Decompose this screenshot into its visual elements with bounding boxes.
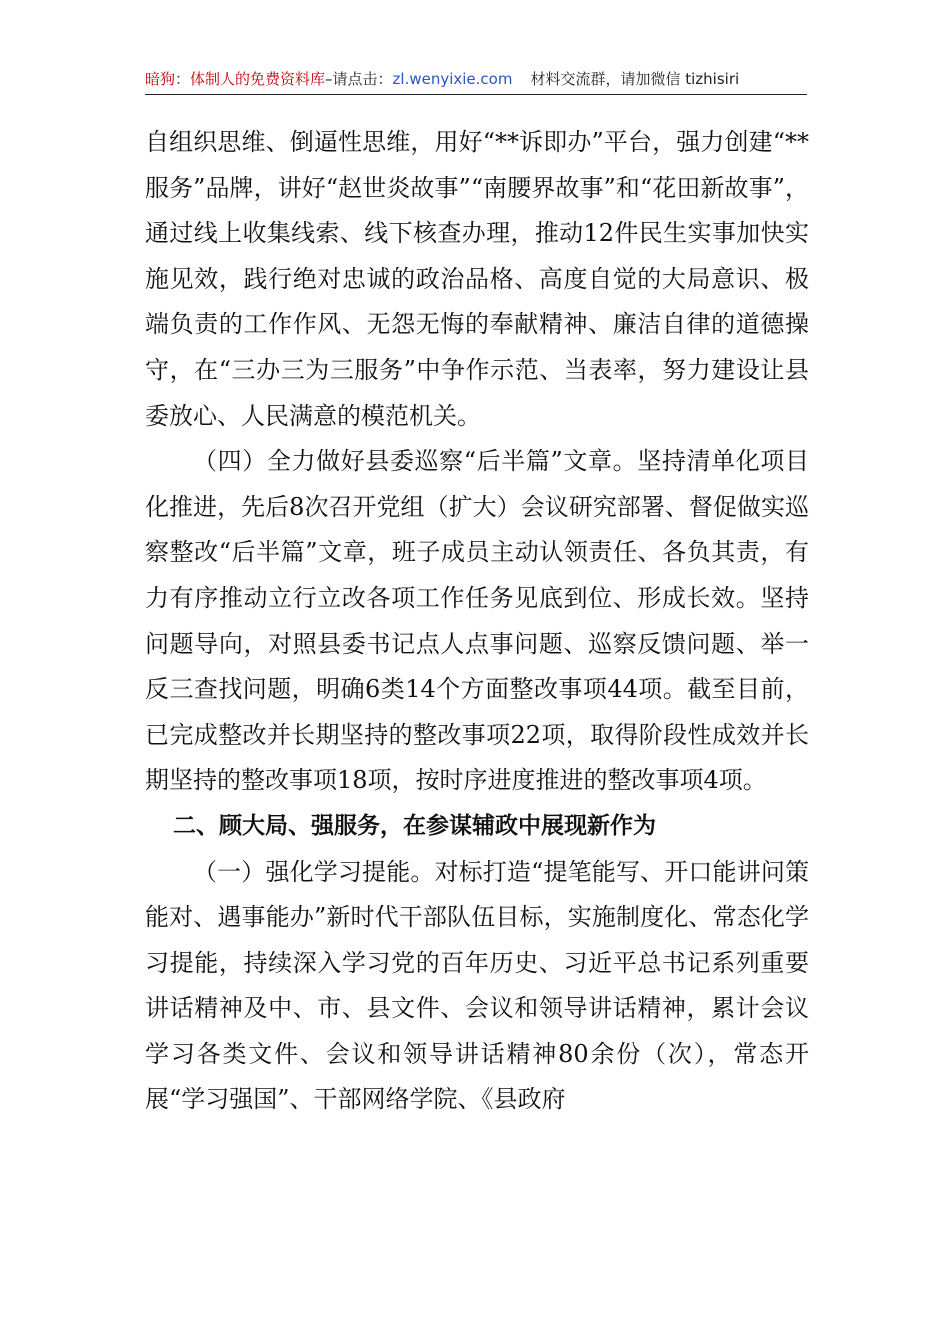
header-site-name: 暗狗：体制人的免费资料库 [145,70,326,88]
header-url-link[interactable]: zl.wenyixie.com [392,70,513,88]
section-heading: 二、顾大局、强服务，在参谋辅政中展现新作为 [173,812,656,839]
paragraph-continued: 自组织思维、倒逼性思维，用好“**诉即办”平台，强力创建“**服务”品牌，讲好“赵世炎故事”“南腰界故事”和“花田新故事”，通过线上收集线索、线下核查办理，推动12件民生实事加快实施见效，践行绝对忠诚的政治品格、高度自觉的大局意识、极端负责的工作作风、无怨无悔的奉献精神、廉洁自律的道德操守，在“三办三为三服务”中争作示范、当表率，努力建设让县委放心、人民满意的模范机关。 [145,128,809,430]
paragraph-study-capability: （一）强化学习提能。对标打造“提笔能写、开口能讲问策能对、遇事能办”新时代干部队伍目标，实施制度化、常态化学习提能，持续深入学习党的百年历史、习近平总书记系列重要讲话精神及中、市、县文件、会议和领导讲话精神，累计会议学习各类文件、会议和领导讲话精神80余份（次），常态开展“学习强国”、干部网络学院、《县政府 [145,857,809,1114]
paragraph-inspection-rectification: （四）全力做好县委巡察“后半篇”文章。坚持清单化项目化推进，先后8次召开党组（扩大）会议研究部署、督促做实巡察整改“后半篇”文章，班子成员主动认领责任、各负其责，有力有序推动立行立改各项工作任务见底到位、形成长效。坚持问题导向，对照县委书记点人点事问题、巡察反馈问题、举一反三查找问题，明确6类14个方面整改事项44项。截至目前，已完成整改并长期坚持的整改事项22项，取得阶段性成效并长期坚持的整改事项18项，按时序进度推进的整改事项4项。 [145,447,809,795]
document-body [145,120,809,1123]
header-contact-info: 材料交流群，请加微信 tizhisiri [530,70,740,88]
page-header-banner [145,68,807,95]
header-click-label: –请点击： [325,70,393,88]
